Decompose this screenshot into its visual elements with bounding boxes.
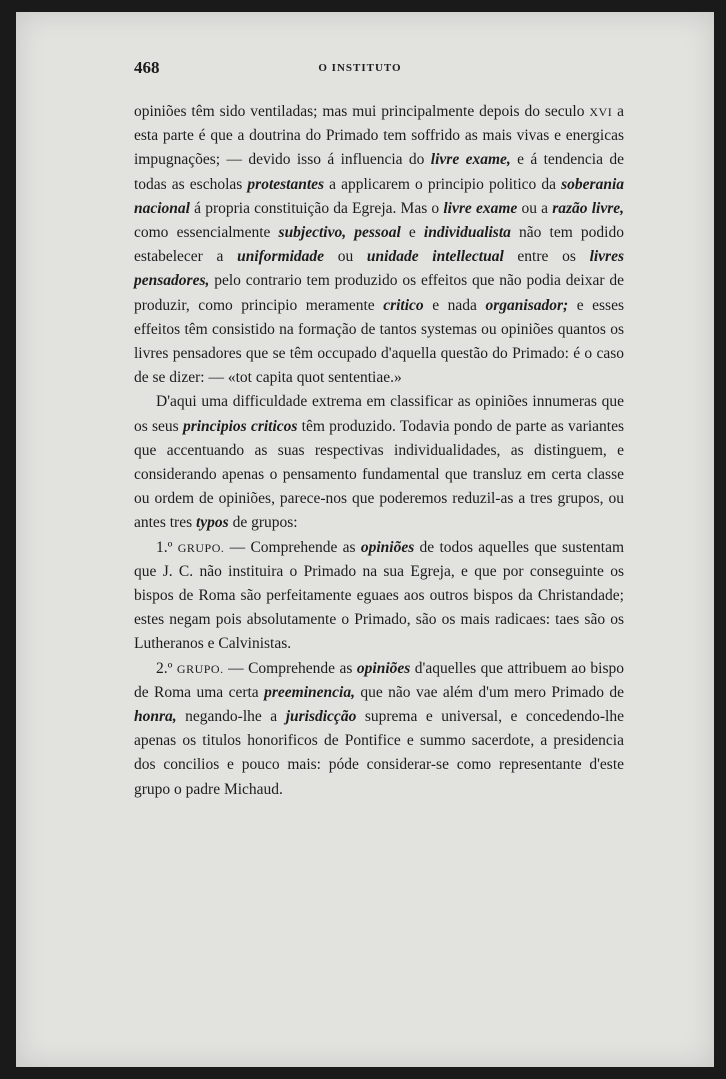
page-number: 468 (134, 58, 160, 77)
body-text (134, 100, 624, 802)
page-header (134, 58, 586, 82)
running-title: O INSTITUTO (318, 62, 402, 74)
paragraph-4: 2.º GRUPO. — Comprehende as opiniões d'aquelles que attribuem ao bispo de Roma uma certa preeminencia, que não vae além d'um mero Primado de honra, negando-lhe a jurisdicção suprema e universal, e concedendo-lhe apenas os titulos honorificos de Pontifice e summo sacerdote, a presidencia dos concilios e pouco mais: póde considerar-se como representante d'este grupo o padre Michaud. (134, 659, 625, 798)
paragraph-1: opiniões têm sido ventiladas; mas mui principalmente depois do seculo XVI a esta parte é que a doutrina do Primado tem soffrido as mais vivas e energicas impugnações; — devido isso á influencia do livre exame, e á tendencia de todas as escholas protestantes a applicarem o principio politico da soberania nacional á propria constituição da Egreja. Mas o livre exame ou a razão livre, como essencialmente subjectivo, pessoal e individualista não tem podido estabelecer a uniformidade ou unidade intellectual entre os livres pensadores, pelo contrario tem produzido os effeitos que não podia deixar de produzir, como principio meramente critico e nada organisador; e esses effeitos têm consistido na formação de tantos systemas ou opiniões quantos os livres pensadores que se têm occupado d'aquella questão do Primado: é o caso de se dizer: — «tot capita quot sententiae.» (134, 103, 625, 387)
paragraph-3: 1.º GRUPO. — Comprehende as opiniões de todos aquelles que sustentam que J. C. não instituira o Primado na sua Egreja, e que por conseguinte os bispos de Roma são perfeitamente eguaes aos outros bispos da Christandade; estes negam pois absolutamente o Primado, são os mais radicaes: taes são os Lutheranos e Calvinistas. (134, 538, 625, 653)
paragraph-2: D'aqui uma difficuldade extrema em classificar as opiniões innumeras que os seus principios criticos têm produzido. Todavia pondo de parte as variantes que accentuando as suas respectivas individualidades, as distinguem, e considerando apenas o pensamento fundamental que transluz em certa classe ou ordem de opiniões, parece-nos que poderemos reduzil-as a tres grupos, ou antes tres typos de grupos: (134, 393, 624, 532)
